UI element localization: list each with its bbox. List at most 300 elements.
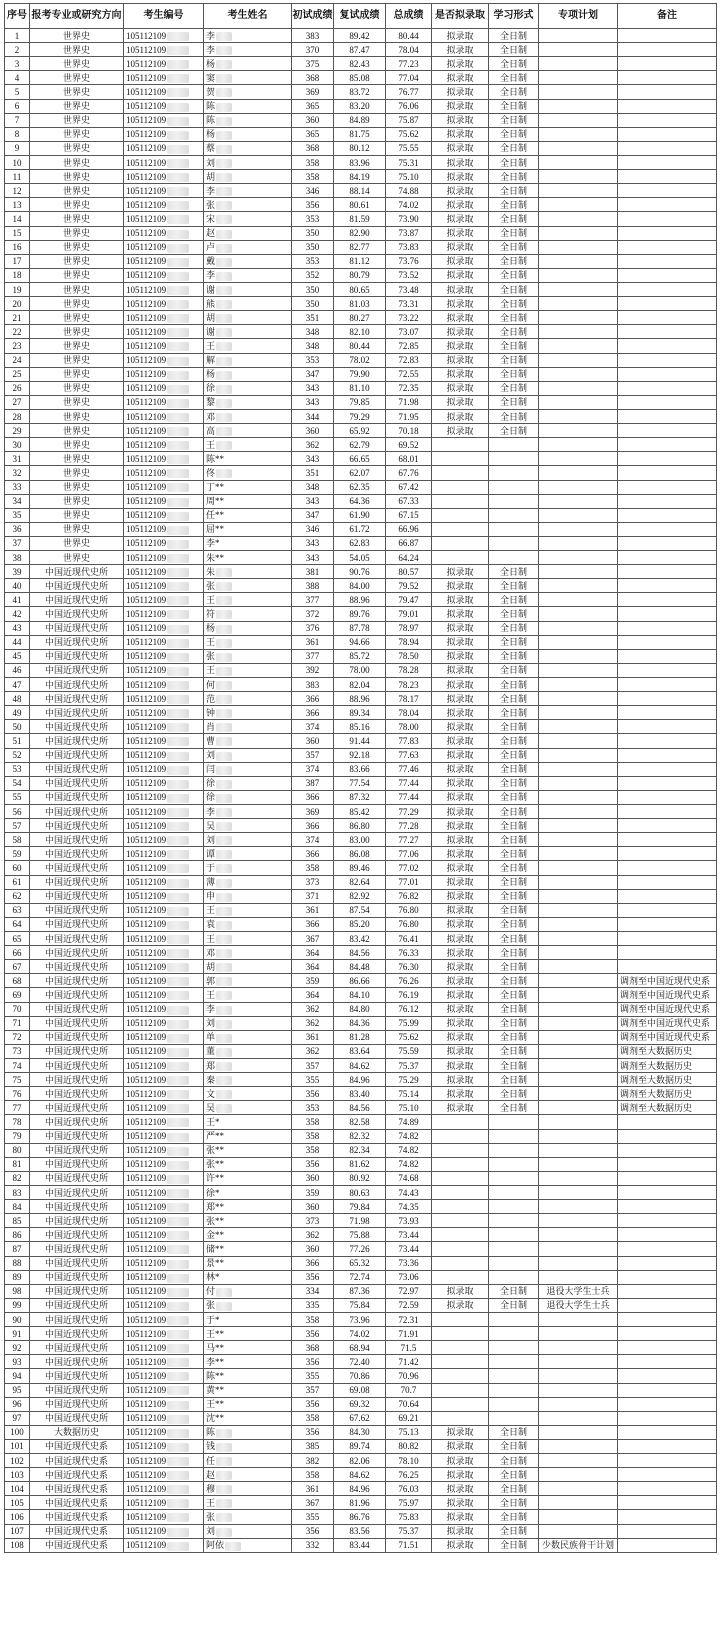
- cell-admitted: [432, 861, 489, 875]
- table-row: [5, 607, 717, 621]
- cell-total-score-text: 75.13: [398, 1427, 419, 1438]
- cell-total-score-text: 77.44: [398, 778, 419, 789]
- cell-name-text: 范: [206, 693, 216, 704]
- redaction-blur: [167, 1528, 189, 1537]
- cell-retest-score: [334, 565, 386, 579]
- cell-admitted: [432, 903, 489, 917]
- table-row: [5, 99, 717, 113]
- cell-index-text: 5: [14, 86, 20, 97]
- cell-admitted: [432, 212, 489, 226]
- cell-exam-id-text: 105112109: [126, 383, 167, 394]
- cell-index-text: 20: [12, 298, 22, 309]
- table-row: [5, 353, 717, 367]
- cell-name: [204, 1228, 292, 1242]
- cell-total-score: [386, 395, 432, 409]
- cell-major: [30, 635, 124, 649]
- table-row: [5, 522, 717, 536]
- cell-study-mode: [489, 1030, 539, 1044]
- redaction-blur: [167, 1542, 189, 1551]
- cell-admitted-text: 拟录取: [446, 199, 474, 210]
- cell-index-text: 98: [12, 1286, 22, 1297]
- cell-initial-score-text: 362: [305, 1018, 320, 1029]
- cell-exam-id: [124, 847, 204, 861]
- cell-total-score-text: 74.35: [398, 1201, 419, 1212]
- redaction-blur: [167, 836, 189, 845]
- cell-name-text: 屈**: [206, 524, 225, 535]
- cell-total-score-text: 73.90: [398, 213, 419, 224]
- redaction-blur: [216, 469, 232, 478]
- cell-total-score: [386, 635, 432, 649]
- cell-major: [30, 1270, 124, 1284]
- cell-major: [30, 480, 124, 494]
- cell-initial-score-text: 358: [305, 157, 320, 168]
- cell-index: [5, 409, 30, 423]
- cell-index-text: 10: [12, 157, 22, 168]
- cell-index-text: 2: [14, 44, 20, 55]
- redaction-blur: [216, 681, 232, 690]
- cell-admitted: [432, 1185, 489, 1199]
- cell-study-mode: [489, 43, 539, 57]
- cell-study-mode-text: 全日制: [499, 284, 527, 295]
- cell-name: [204, 903, 292, 917]
- table-row: [5, 1312, 717, 1326]
- cell-retest-score-text: 62.79: [349, 439, 370, 450]
- cell-major: [30, 1468, 124, 1482]
- table-row: [5, 466, 717, 480]
- cell-index-text: 6: [14, 101, 20, 112]
- cell-initial-score-text: 383: [305, 679, 320, 690]
- redaction-blur: [216, 427, 232, 436]
- cell-retest-score-text: 82.58: [349, 1116, 370, 1127]
- cell-initial-score-text: 334: [305, 1286, 320, 1297]
- cell-total-score-text: 76.25: [398, 1469, 419, 1480]
- cell-special-plan: [539, 847, 618, 861]
- cell-major: [30, 1411, 124, 1425]
- cell-study-mode-text: 全日制: [499, 369, 527, 380]
- cell-retest-score: [334, 1397, 386, 1411]
- cell-total-score-text: 79.52: [398, 580, 419, 591]
- cell-name-text: 徐: [206, 778, 216, 789]
- cell-exam-id: [124, 311, 204, 325]
- cell-study-mode: [489, 988, 539, 1002]
- cell-total-score-text: 73.07: [398, 326, 419, 337]
- redaction-blur: [216, 1076, 232, 1085]
- cell-retest-score-text: 81.62: [349, 1159, 370, 1170]
- cell-exam-id-text: 105112109: [126, 637, 167, 648]
- cell-retest-score-text: 87.32: [349, 792, 370, 803]
- cell-study-mode: [489, 805, 539, 819]
- cell-initial-score-text: 356: [305, 1272, 320, 1283]
- cell-exam-id-text: 105112109: [126, 580, 167, 591]
- cell-major-text: 中国近现代史所: [44, 665, 108, 676]
- cell-total-score-text: 75.55: [398, 143, 419, 154]
- redaction-blur: [216, 413, 232, 422]
- cell-admitted: [432, 748, 489, 762]
- cell-remarks-text: 调剂至大数据历史: [620, 1088, 693, 1099]
- cell-study-mode: [489, 734, 539, 748]
- cell-major-text: 中国近现代史所: [44, 623, 108, 634]
- cell-index-text: 29: [12, 425, 22, 436]
- cell-retest-score: [334, 1327, 386, 1341]
- cell-initial-score: [292, 917, 334, 931]
- cell-index: [5, 551, 30, 565]
- cell-exam-id-text: 105112109: [126, 369, 167, 380]
- cell-exam-id: [124, 240, 204, 254]
- redaction-blur: [167, 864, 189, 873]
- cell-remarks: [618, 85, 717, 99]
- cell-index-text: 77: [12, 1102, 22, 1113]
- cell-admitted-text: 拟录取: [446, 736, 474, 747]
- cell-total-score-text: 78.04: [398, 44, 419, 55]
- cell-initial-score-text: 332: [305, 1540, 320, 1551]
- cell-major: [30, 974, 124, 988]
- cell-exam-id-text: 105112109: [126, 482, 167, 493]
- cell-major: [30, 268, 124, 282]
- cell-index: [5, 1439, 30, 1453]
- cell-name: [204, 776, 292, 790]
- cell-major: [30, 649, 124, 663]
- cell-initial-score: [292, 339, 334, 353]
- cell-admitted-text: 拟录取: [446, 1441, 474, 1452]
- cell-study-mode-text: 全日制: [499, 30, 527, 41]
- cell-exam-id-text: 105112109: [126, 115, 167, 126]
- cell-remarks: [618, 692, 717, 706]
- cell-name-text: 何: [206, 679, 216, 690]
- cell-name: [204, 932, 292, 946]
- cell-admitted: [432, 790, 489, 804]
- cell-index-text: 55: [12, 792, 22, 803]
- cell-retest-score-text: 86.76: [349, 1512, 370, 1523]
- cell-retest-score-text: 87.78: [349, 623, 370, 634]
- cell-initial-score-text: 359: [305, 975, 320, 986]
- cell-exam-id: [124, 99, 204, 113]
- cell-admitted: [432, 621, 489, 635]
- cell-study-mode: [489, 424, 539, 438]
- cell-initial-score-text: 360: [305, 1201, 320, 1212]
- cell-admitted-text: 拟录取: [446, 86, 474, 97]
- cell-name: [204, 1327, 292, 1341]
- cell-major-text: 世界史: [62, 86, 90, 97]
- table-row: [5, 819, 717, 833]
- cell-major: [30, 1298, 124, 1312]
- cell-special-plan: [539, 71, 618, 85]
- cell-initial-score: [292, 381, 334, 395]
- cell-major-text: 世界史: [62, 143, 90, 154]
- cell-major-text: 中国近现代史所: [44, 1243, 108, 1254]
- cell-initial-score: [292, 184, 334, 198]
- cell-study-mode-text: 全日制: [499, 1300, 527, 1311]
- cell-special-plan: [539, 424, 618, 438]
- cell-remarks-text: 调剂至中国近现代史系: [620, 1032, 711, 1043]
- cell-admitted-text: 拟录取: [446, 947, 474, 958]
- cell-total-score: [386, 424, 432, 438]
- cell-initial-score: [292, 155, 334, 169]
- cell-retest-score-text: 81.03: [349, 298, 370, 309]
- cell-index-text: 8: [14, 129, 20, 140]
- cell-index: [5, 946, 30, 960]
- cell-study-mode: [489, 1397, 539, 1411]
- cell-remarks-text: 调剂至中国近现代史系: [620, 1004, 711, 1015]
- cell-major: [30, 748, 124, 762]
- cell-remarks: [618, 184, 717, 198]
- cell-index: [5, 861, 30, 875]
- cell-exam-id: [124, 127, 204, 141]
- cell-initial-score: [292, 536, 334, 550]
- cell-study-mode: [489, 494, 539, 508]
- cell-total-score-text: 75.59: [398, 1046, 419, 1057]
- cell-name: [204, 409, 292, 423]
- cell-exam-id-text: 105112109: [126, 129, 167, 140]
- cell-admitted: [432, 438, 489, 452]
- cell-special-plan: [539, 974, 618, 988]
- cell-index: [5, 452, 30, 466]
- redaction-blur: [216, 441, 232, 450]
- cell-retest-score-text: 80.92: [349, 1173, 370, 1184]
- cell-total-score-text: 77.23: [398, 58, 419, 69]
- cell-study-mode: [489, 819, 539, 833]
- cell-special-plan: [539, 1087, 618, 1101]
- cell-retest-score: [334, 734, 386, 748]
- cell-initial-score: [292, 621, 334, 635]
- redaction-blur: [167, 653, 189, 662]
- cell-exam-id-text: 105112109: [126, 58, 167, 69]
- cell-admitted: [432, 1439, 489, 1453]
- cell-exam-id-text: 105112109: [126, 312, 167, 323]
- redaction-blur: [167, 1076, 189, 1085]
- cell-exam-id: [124, 748, 204, 762]
- cell-study-mode: [489, 607, 539, 621]
- cell-name: [204, 1341, 292, 1355]
- table-row: [5, 1496, 717, 1510]
- cell-name: [204, 325, 292, 339]
- cell-study-mode: [489, 1454, 539, 1468]
- cell-name-text: 李**: [206, 1356, 225, 1367]
- table-row: [5, 1298, 717, 1312]
- table-row: [5, 1171, 717, 1185]
- cell-exam-id-text: 105112109: [126, 425, 167, 436]
- cell-retest-score-text: 80.61: [349, 199, 370, 210]
- cell-initial-score-text: 355: [305, 1370, 320, 1381]
- table-row: [5, 141, 717, 155]
- cell-initial-score: [292, 861, 334, 875]
- cell-admitted: [432, 762, 489, 776]
- cell-name-text: 黎: [206, 397, 216, 408]
- cell-index-text: 54: [12, 778, 22, 789]
- cell-exam-id: [124, 141, 204, 155]
- cell-total-score-text: 77.01: [398, 877, 419, 888]
- cell-name: [204, 833, 292, 847]
- cell-admitted: [432, 353, 489, 367]
- cell-name: [204, 1115, 292, 1129]
- redaction-blur: [167, 314, 189, 323]
- cell-retest-score: [334, 29, 386, 43]
- cell-retest-score-text: 85.16: [349, 721, 370, 732]
- cell-name-text: 沈**: [206, 1413, 225, 1424]
- cell-index-text: 52: [12, 750, 22, 761]
- cell-retest-score: [334, 508, 386, 522]
- cell-remarks: [618, 1397, 717, 1411]
- cell-index-text: 39: [12, 566, 22, 577]
- cell-retest-score: [334, 1256, 386, 1270]
- cell-study-mode: [489, 1242, 539, 1256]
- cell-remarks: [618, 1454, 717, 1468]
- redaction-blur: [167, 215, 189, 224]
- cell-index: [5, 367, 30, 381]
- cell-total-score: [386, 593, 432, 607]
- table-row: [5, 1397, 717, 1411]
- cell-major-text: 世界史: [62, 101, 90, 112]
- cell-major: [30, 367, 124, 381]
- cell-special-plan-text: 少数民族骨干计划: [541, 1540, 614, 1551]
- cell-retest-score: [334, 706, 386, 720]
- cell-study-mode-text: 全日制: [499, 1018, 527, 1029]
- cell-special-plan: [539, 1510, 618, 1524]
- col-header-initial-score: 初试成绩: [292, 4, 334, 29]
- cell-exam-id-text: 105112109: [126, 834, 167, 845]
- cell-name: [204, 113, 292, 127]
- cell-initial-score: [292, 297, 334, 311]
- cell-retest-score-text: 84.96: [349, 1074, 370, 1085]
- cell-special-plan: [539, 1439, 618, 1453]
- cell-exam-id: [124, 720, 204, 734]
- cell-initial-score-text: 353: [305, 213, 320, 224]
- cell-special-plan: [539, 819, 618, 833]
- cell-exam-id-text: 105112109: [126, 453, 167, 464]
- cell-special-plan: [539, 508, 618, 522]
- cell-name-text: 单: [206, 1032, 216, 1043]
- cell-retest-score: [334, 1284, 386, 1298]
- cell-exam-id: [124, 1270, 204, 1284]
- cell-special-plan: [539, 1073, 618, 1087]
- cell-admitted: [432, 282, 489, 296]
- cell-name: [204, 946, 292, 960]
- redaction-blur: [167, 46, 189, 55]
- table-row: [5, 1482, 717, 1496]
- cell-name-text: 贺: [206, 86, 216, 97]
- cell-exam-id-text: 105112109: [126, 1102, 167, 1113]
- cell-index-text: 28: [12, 411, 22, 422]
- cell-initial-score-text: 372: [305, 609, 320, 620]
- cell-remarks: [618, 1115, 717, 1129]
- cell-retest-score: [334, 141, 386, 155]
- cell-index: [5, 113, 30, 127]
- redaction-blur: [167, 272, 189, 281]
- cell-major-text: 中国近现代史所: [44, 947, 108, 958]
- cell-major: [30, 339, 124, 353]
- cell-total-score-text: 73.93: [398, 1215, 419, 1226]
- cell-initial-score-text: 361: [305, 637, 320, 648]
- cell-name: [204, 198, 292, 212]
- cell-retest-score: [334, 466, 386, 480]
- cell-special-plan: [539, 1298, 618, 1312]
- cell-initial-score: [292, 1044, 334, 1058]
- cell-exam-id-text: 105112109: [126, 510, 167, 521]
- cell-name-text: 李: [206, 30, 216, 41]
- cell-retest-score-text: 75.84: [349, 1300, 370, 1311]
- cell-study-mode-text: 全日制: [499, 919, 527, 930]
- cell-retest-score: [334, 170, 386, 184]
- cell-retest-score: [334, 311, 386, 325]
- cell-exam-id-text: 105112109: [126, 1018, 167, 1029]
- cell-initial-score-text: 360: [305, 115, 320, 126]
- redaction-blur: [216, 1034, 232, 1043]
- cell-retest-score: [334, 678, 386, 692]
- cell-major: [30, 607, 124, 621]
- cell-initial-score-text: 370: [305, 44, 320, 55]
- cell-remarks: [618, 1524, 717, 1538]
- cell-name-text: 谢: [206, 326, 216, 337]
- cell-name: [204, 1524, 292, 1538]
- cell-special-plan: [539, 1002, 618, 1016]
- cell-total-score: [386, 1298, 432, 1312]
- cell-admitted-text: 拟录取: [446, 369, 474, 380]
- cell-index-text: 23: [12, 340, 22, 351]
- cell-name-text: 郑: [206, 1060, 216, 1071]
- cell-retest-score-text: 77.54: [349, 778, 370, 789]
- cell-study-mode-text: 全日制: [499, 1286, 527, 1297]
- cell-major-text: 世界史: [62, 284, 90, 295]
- cell-retest-score-text: 80.63: [349, 1187, 370, 1198]
- cell-initial-score-text: 388: [305, 580, 320, 591]
- cell-index-text: 94: [12, 1370, 22, 1381]
- cell-special-plan: [539, 875, 618, 889]
- cell-index: [5, 57, 30, 71]
- cell-total-score: [386, 663, 432, 677]
- cell-exam-id-text: 105112109: [126, 665, 167, 676]
- cell-remarks: [618, 127, 717, 141]
- cell-exam-id: [124, 1298, 204, 1312]
- cell-special-plan: [539, 254, 618, 268]
- cell-index-text: 19: [12, 284, 22, 295]
- cell-index: [5, 297, 30, 311]
- cell-initial-score: [292, 1496, 334, 1510]
- cell-index: [5, 1242, 30, 1256]
- cell-initial-score-text: 356: [305, 1427, 320, 1438]
- cell-initial-score-text: 357: [305, 1060, 320, 1071]
- cell-initial-score-text: 366: [305, 820, 320, 831]
- redaction-blur: [167, 1513, 189, 1522]
- cell-remarks: [618, 903, 717, 917]
- cell-exam-id: [124, 1510, 204, 1524]
- cell-retest-score: [334, 635, 386, 649]
- cell-index: [5, 1312, 30, 1326]
- cell-exam-id: [124, 1454, 204, 1468]
- table-row: [5, 57, 717, 71]
- cell-total-score: [386, 748, 432, 762]
- cell-name: [204, 1185, 292, 1199]
- cell-retest-score-text: 69.32: [349, 1399, 370, 1410]
- cell-index: [5, 353, 30, 367]
- cell-special-plan: [539, 1327, 618, 1341]
- redaction-blur: [216, 1485, 232, 1494]
- cell-special-plan: [539, 889, 618, 903]
- cell-index-text: 1: [14, 30, 20, 41]
- redaction-blur: [167, 455, 189, 464]
- col-header-exam-id: 考生编号: [124, 4, 204, 29]
- cell-retest-score-text: 72.74: [349, 1272, 370, 1283]
- redaction-blur: [216, 342, 232, 351]
- cell-retest-score: [334, 424, 386, 438]
- cell-study-mode-text: 全日制: [499, 679, 527, 690]
- cell-initial-score-text: 373: [305, 1215, 320, 1226]
- cell-initial-score-text: 352: [305, 270, 320, 281]
- cell-retest-score: [334, 1496, 386, 1510]
- cell-study-mode: [489, 311, 539, 325]
- cell-total-score: [386, 974, 432, 988]
- cell-initial-score: [292, 790, 334, 804]
- cell-retest-score-text: 83.96: [349, 157, 370, 168]
- cell-name: [204, 1270, 292, 1284]
